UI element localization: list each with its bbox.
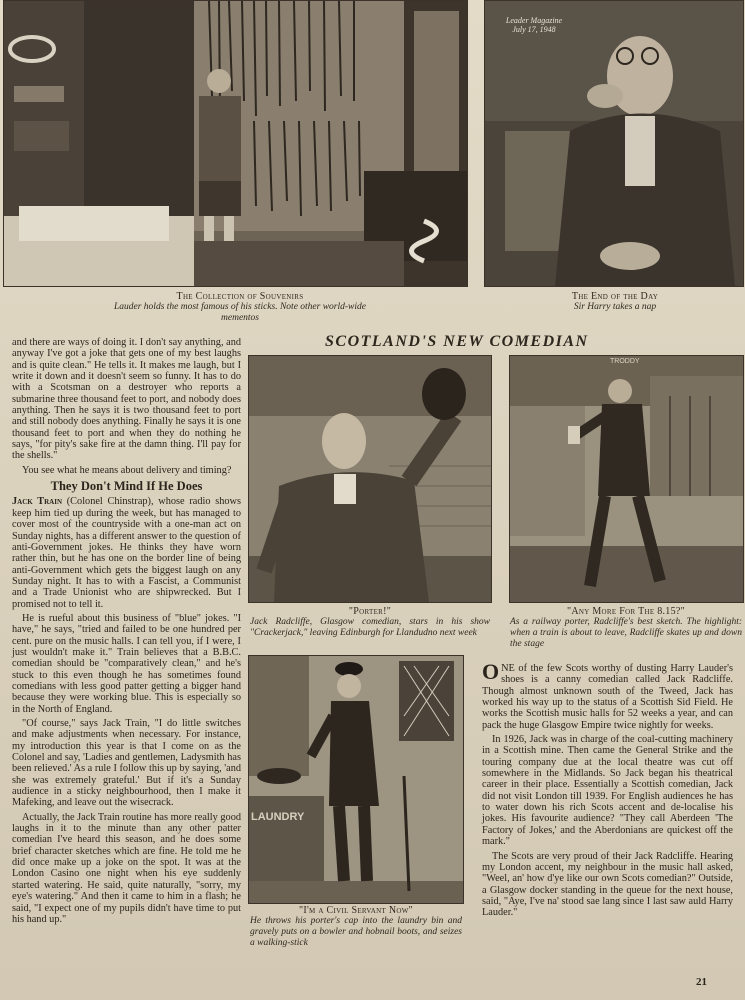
porter-photo <box>248 355 492 603</box>
left-column <box>12 337 241 928</box>
paragraph <box>12 496 241 609</box>
paragraph: The Scots are very proud of their Jack Radcliffe. Hearing my London accent, my neighbour in the music hall asked, "Weel, an' how d'ye like our own Scots comedian?" Outside, a Glasgow docker standing in the queue for the next house, said, "Aye, I've na' stood sae lang since I last saw auld Harry Lauder." <box>482 850 733 919</box>
paragraph: and there are ways of doing it. I don't say anything, and anyway I've got a joke that gets one of my best laughs and is quite clean." He tells it. It makes me laugh, but I write it down and it doesn't seem so funny. It has to do with a Scotsman on a destroyer who reports a submarine three thousand feet to port, and nobody does anything. Then he says it is two thousand feet to port and still nobody does anything. Finally he says it is one thousand feet to port and when they do nothing he says, "for pity's sake fire at the damn thing. I'll pay for the shells." <box>12 337 241 462</box>
paragraph <box>482 659 733 731</box>
caption-title: "I'm a Civil Servant Now" <box>298 905 414 916</box>
caption-title: "Any More For The 8.15?" <box>566 606 686 617</box>
right-column <box>482 659 733 922</box>
paragraph: He is rueful about this business of "blue" jokes. "I have," he says, "tried and failed to be one hundred per cent. pure on the music halls. I can tell you, if I were, I just wouldn't make it." Train believes that a B.B.C. comedian should be "comparatively clean," and he's stuck to this even though he has sometimes found comedians with less good patter getting a bigger hand because they were working blue. This is especially so in the North of England. <box>12 612 241 715</box>
porter-caption <box>250 606 490 639</box>
caption-title: The End of the Day <box>571 291 659 302</box>
lead-name: Jack Train <box>12 496 63 508</box>
souvenirs-photo <box>3 0 468 287</box>
paragraph: "Of course," says Jack Train, "I do little switches and make adjustments when necessary. For instance, my introduction this year is that I come on as the Colonel and say, 'Ladies and gentlemen, Ladysmith has been relieved.' As a rule I follow this up by saying, 'and she was extremely grateful.' But if it's a Sunday audience in a sticky neighbourhood, then I make it Mafeking, and leave out the wisecrack. <box>12 718 241 809</box>
subheading: They Don't Mind If He Does <box>50 479 203 494</box>
laundry-sign: LAUNDRY <box>251 811 305 823</box>
magazine-date-overlay: Leader Magazine July 17, 1948 <box>505 16 563 34</box>
caption-title: "Porter!" <box>348 606 392 617</box>
troddy-sign: TRODDY <box>610 358 640 365</box>
page-number: 21 <box>696 976 707 988</box>
caption-text: He throws his porter's cap into the laundry bin and gravely puts on a bowler and hobnail boots, and seizes a walking-stick <box>250 916 462 948</box>
civil-servant-photo <box>248 655 464 904</box>
drop-cap: O <box>482 659 500 684</box>
caption-title: The Collection of Souvenirs <box>176 291 304 302</box>
paragraph: In 1926, Jack was in charge of the coal-cutting machinery in a Scottish mine. Then came the General Strike and the touring company due at the local theatre was cut off somewhere in the Midlands. So Jack began his theatrical career in their place. Essentially a Scottish comedian, Jack did not visit London till 1939. For English audiences he has to water down his rich Scots accent and de-localise his jokes. His favourite audience? "They call Aberdeen 'The Factory of Jokes,' and the Aberdonians are quickest off the mark." <box>482 734 733 848</box>
article-headline: SCOTLAND'S NEW COMEDIAN <box>325 333 589 350</box>
paragraph-lead: NE of the few Scots worthy of dusting <box>501 663 667 674</box>
caption-text: Jack Radcliffe, Glasgow comedian, stars in his show "Crackerjack," leaving Edinburgh for Llandudno next week <box>250 617 490 638</box>
caption-text: Sir Harry takes a nap <box>573 302 657 312</box>
railway-porter-photo <box>509 355 744 603</box>
end-of-day-caption <box>525 291 705 313</box>
paragraph-text: Harry Lauder's shoes is a canny comedian called Jack Radcliffe. Though almost unknown south of the Tweed, Jack has worked his way up to the status of a Scottish Sid Field. He works the Scottish music halls for 52 weeks a year, and can pack the huge Glasgow Empire twice nightly for weeks. <box>482 663 733 731</box>
caption-text: Lauder holds the most famous of his sticks. Note other world-wide mementos <box>113 302 366 323</box>
paragraph-text: (Colonel Chinstrap), whose radio shows keep him tied up during the week, but has managed to cover most of the countryside with a one-man act on Sunday nights, has a different answer to the question of anti-Government jokes. He thinks they have worn rather thin, but he has one on the border line of being anti-Government which gets the biggest laugh on any Sunday night. It has to with a Fascist, a Communist and a Trade Unionist who are shipwrecked. But I promised not to tell it. <box>12 496 241 610</box>
souvenirs-caption <box>110 291 370 324</box>
paragraph: Actually, the Jack Train routine has more really good laughs in it to the minute than any other patter comedian I've heard this season, and he does some brief character sketches which are fine. He told me he did once make up a joke on the spot. It was at the London Casino one night when his eye suddenly started watering. He said, quite naturally, "sorry, my eye's watering." And then it came to him in a flash; he said, "I expect one of my pupils didn't have time to put his hand up." <box>12 811 241 925</box>
railway-porter-caption <box>510 606 742 650</box>
end-of-day-photo <box>484 0 744 287</box>
civil-servant-caption <box>250 905 462 949</box>
caption-text: As a railway porter, Radcliffe's best sketch. The highlight: when a train is about to leave, Radcliffe skates up and down the stage <box>510 617 742 649</box>
paragraph: You see what he means about delivery and timing? <box>22 464 232 476</box>
